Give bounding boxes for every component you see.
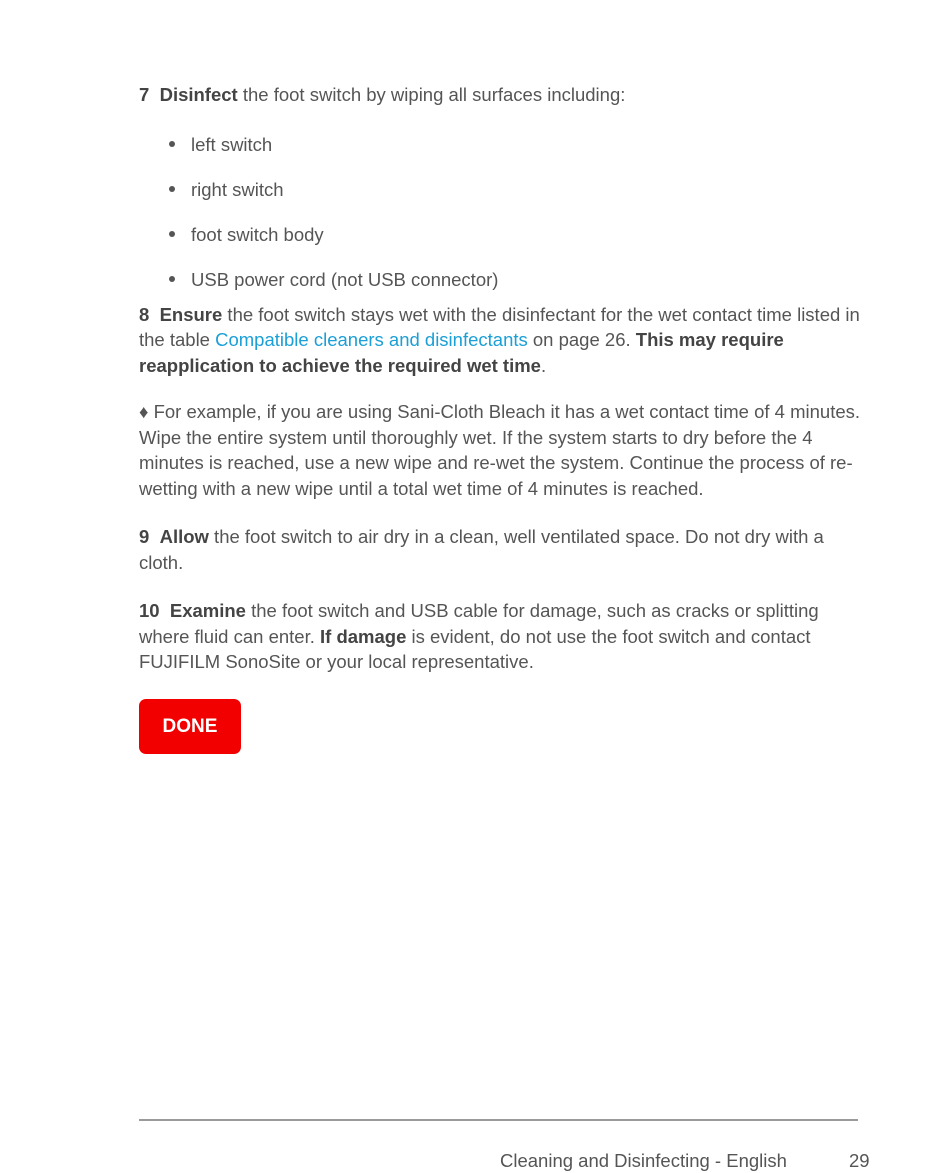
step-verb: Examine — [169, 600, 246, 621]
step-number: 7 — [139, 84, 150, 105]
step-verb: Allow — [159, 526, 209, 547]
step-7 — [139, 82, 869, 108]
bullet-icon — [169, 186, 175, 192]
page-number: 29 — [849, 1150, 870, 1171]
list-item: USB power cord (not USB connector) — [169, 257, 869, 302]
step-10: 10 Examine the foot switch and USB cable for damage, such as cracks or splitting where fluid can enter. If damage is evident, do not use the foot switch and contact FUJIFILM SonoSite or your local representative. — [139, 600, 819, 672]
step-8: 8 Ensure the foot switch stays wet with the disinfectant for the wet contact time listed in the table Compatible cleaners and disinfectants on page 26. This may require reapplication to achieve the required wet time. — [139, 303, 860, 376]
damage-note: If damage — [320, 625, 407, 647]
step-number: 10 — [139, 600, 160, 621]
diamond-icon: ♦ — [139, 401, 149, 422]
document-body — [139, 82, 869, 754]
surface-list — [139, 122, 869, 302]
step-number: 9 — [139, 526, 150, 547]
step-verb: Disinfect — [159, 84, 238, 105]
step-text: the foot switch by wiping all surfaces including: — [237, 84, 626, 105]
example-note: ♦ For example, if you are using Sani-Cloth Bleach it has a wet contact time of 4 minutes. Wipe the entire system until thoroughly wet. If the system starts to dry before the 4 minutes is reached, use a new wipe and re-wet the system. Continue the process of re-wetting with a new wipe until a total wet time of 4 minutes is reached. — [139, 401, 861, 499]
bullet-icon — [169, 276, 175, 282]
bullet-icon — [169, 141, 175, 147]
step-verb: Ensure — [159, 303, 223, 325]
bullet-icon — [169, 231, 175, 237]
done-button[interactable]: DONE — [139, 699, 241, 754]
step-9: 9 Allow the foot switch to air dry in a clean, well ventilated space. Do not dry with a cloth. — [139, 526, 824, 573]
step-number: 8 — [139, 303, 150, 325]
footer-divider — [139, 1119, 858, 1121]
list-item: left switch — [169, 122, 869, 167]
footer-section-title: Cleaning and Disinfecting - English — [500, 1150, 787, 1171]
compatible-cleaners-link[interactable]: Compatible cleaners and disinfectants — [215, 329, 528, 350]
reapplication-note: This may require reapplication to achieve the required wet time — [139, 329, 784, 376]
list-item: right switch — [169, 167, 869, 212]
list-item: foot switch body — [169, 212, 869, 257]
